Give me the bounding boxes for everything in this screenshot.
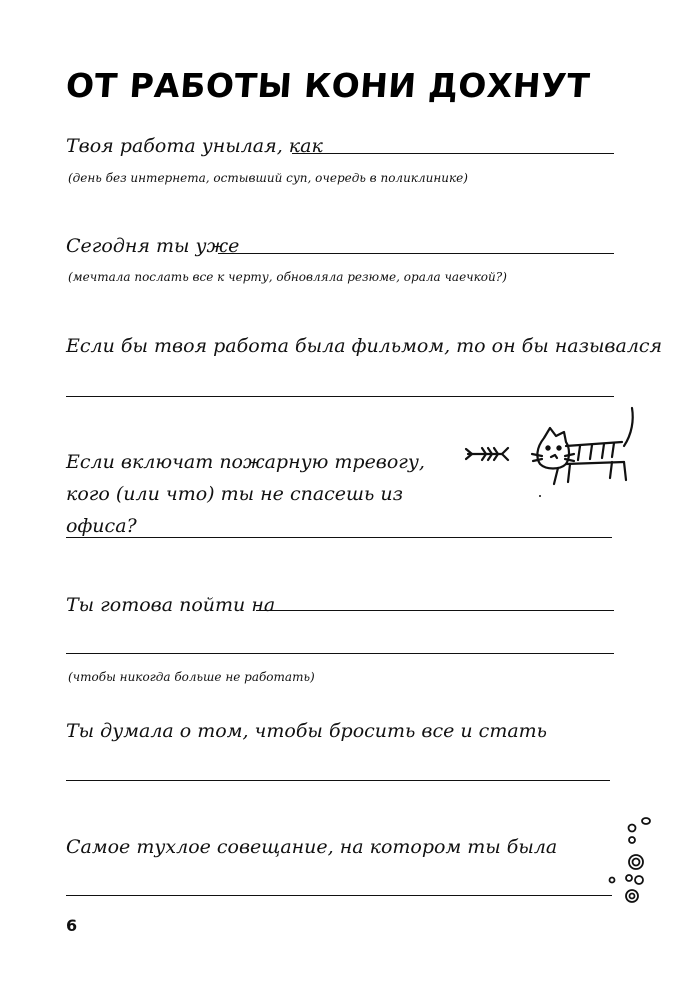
page-title: ОТ РАБОТЫ КОНИ ДОХНУТ: [64, 66, 592, 105]
answer-line-6[interactable]: [66, 780, 610, 781]
question-5-text: Ты готова пойти на: [66, 594, 276, 616]
question-2-hint: (мечтала послать все к черту, обновляла резюме, орала чаечкой?): [68, 270, 507, 284]
cat-with-fishbone-icon: [462, 402, 648, 504]
question-1-text: Твоя работа унылая, как: [66, 135, 323, 157]
bubbles-icon: [604, 812, 654, 908]
page-number: 6: [66, 916, 78, 935]
answer-line-3[interactable]: [66, 396, 614, 397]
question-5-hint: (чтобы никогда больше не работать): [68, 670, 315, 684]
answer-line-2[interactable]: [218, 253, 614, 254]
answer-line-5b[interactable]: [66, 653, 614, 654]
answer-line-1[interactable]: [292, 153, 614, 154]
answer-line-7[interactable]: [66, 895, 612, 896]
answer-line-5a[interactable]: [256, 610, 614, 611]
question-1-hint: (день без интернета, остывший суп, очередь в поликлинике): [68, 171, 468, 185]
question-2-text: Сегодня ты уже: [66, 235, 240, 257]
question-4-text: Если включат пожарную тревогу, кого (или что) ты не спасешь из офиса?: [66, 451, 425, 537]
question-3-text: Если бы твоя работа была фильмом, то он бы назывался: [66, 335, 663, 357]
question-6-text: Ты думала о том, чтобы бросить все и стать: [66, 720, 548, 742]
answer-line-4[interactable]: [66, 537, 612, 538]
question-7-text: Самое тухлое совещание, на котором ты была: [66, 836, 558, 858]
